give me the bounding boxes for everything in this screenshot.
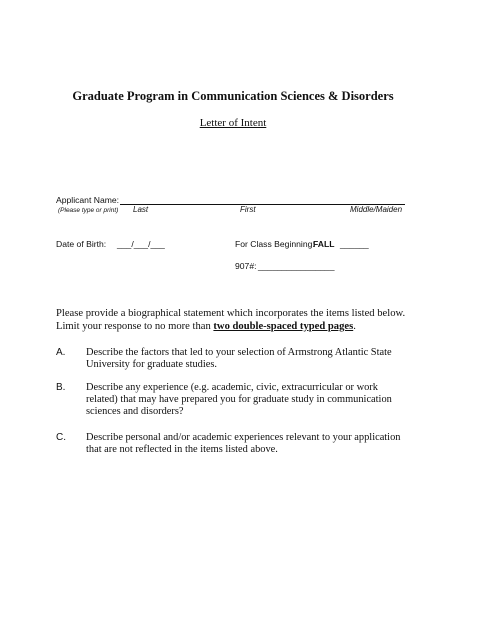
document-title: Graduate Program in Communication Sciences & Disorders <box>72 89 394 103</box>
instructions-emphasis: two double-spaced typed pages <box>213 321 354 332</box>
instructions-text: Please provide a biographical statement which incorporates the items listed below. Limit your response to no more than <box>56 308 406 332</box>
name-part-middle: Middle/Maiden <box>350 205 403 214</box>
name-part-first: First <box>240 205 256 214</box>
dob-label: Date of Birth: <box>56 239 107 249</box>
instructions-end: . <box>353 321 356 332</box>
please-type-note: (Please type or print) <box>58 207 119 214</box>
item-a-letter: A. <box>56 347 66 358</box>
class-beginning-label: For Class Beginning: <box>235 239 315 249</box>
item-b-letter: B. <box>56 382 66 393</box>
item-a-text: Describe the factors that led to your selection of Armstrong Atlantic State University for graduate studies. <box>86 347 392 370</box>
document-subtitle: Letter of Intent <box>199 117 267 129</box>
class-beginning-value: FALL <box>313 239 335 249</box>
item-c-text: Describe personal and/or academic experiences relevant to your application that are not reflected in the items listed above. <box>86 432 401 455</box>
item-c-letter: C. <box>56 432 66 443</box>
dob-field[interactable]: ___/___/___ <box>117 239 165 249</box>
id-label: 907#: <box>235 261 257 271</box>
id-field[interactable]: ________________ <box>258 261 335 271</box>
item-b-text: Describe any experience (e.g. academic, civic, extracurricular or work related) that may have prepared you for graduate study in communication sciences and disorders? <box>86 382 392 417</box>
class-beginning-field[interactable]: ______ <box>340 239 369 249</box>
name-part-last: Last <box>133 205 149 214</box>
instructions-paragraph <box>56 307 416 333</box>
applicant-name-label: Applicant Name: <box>56 195 120 205</box>
